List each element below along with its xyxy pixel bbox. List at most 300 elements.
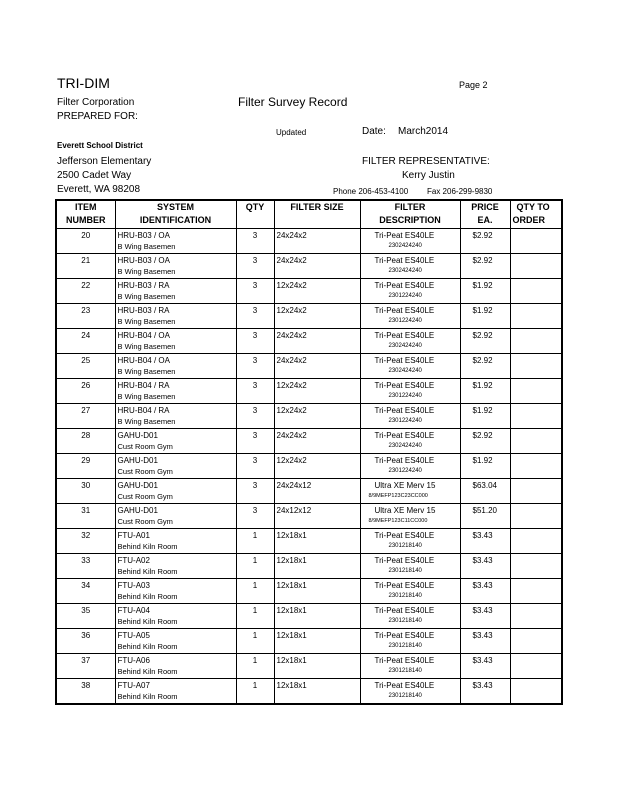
- item-number: 24: [81, 331, 91, 340]
- cell-price: [460, 454, 510, 479]
- cell-qty: [236, 529, 274, 554]
- cell-qty-to-order[interactable]: [510, 629, 562, 654]
- cell-filter-description: [360, 554, 460, 579]
- cell-qty: [236, 654, 274, 679]
- cell-qty: [236, 279, 274, 304]
- filter-part-number: 2301218140: [388, 693, 422, 699]
- system-id: FTU-A05: [117, 631, 150, 640]
- rep-phone: Phone 206-453-4100: [333, 187, 409, 196]
- page-number: Page 2: [459, 80, 488, 90]
- filter-description: Tri-Peat ES40LE: [374, 556, 435, 565]
- cell-item-number: [56, 529, 115, 554]
- cell-filter-size: [274, 629, 360, 654]
- filter-size: 24x24x2: [276, 256, 307, 265]
- table-row: [56, 504, 562, 529]
- price-each: $2.92: [472, 356, 493, 365]
- cell-filter-description: [360, 504, 460, 529]
- filter-size: 12x24x2: [276, 456, 307, 465]
- system-location: B Wing Basemen: [117, 342, 176, 351]
- cell-filter-size: [274, 454, 360, 479]
- cell-filter-size: [274, 304, 360, 329]
- item-number: 31: [81, 506, 91, 515]
- table-row: [56, 404, 562, 429]
- filter-survey-table: [55, 199, 563, 705]
- filter-description: Tri-Peat ES40LE: [374, 456, 435, 465]
- system-location: Cust Room Gym: [117, 467, 173, 476]
- system-id: FTU-A01: [117, 531, 150, 540]
- cell-qty-to-order[interactable]: [510, 454, 562, 479]
- cell-qty: [236, 579, 274, 604]
- cell-qty-to-order[interactable]: [510, 554, 562, 579]
- table-header-row: [56, 200, 562, 229]
- cell-filter-size: [274, 429, 360, 454]
- system-id: FTU-A06: [117, 656, 150, 665]
- cell-filter-size: [274, 654, 360, 679]
- table-row: [56, 654, 562, 679]
- system-location: B Wing Basemen: [117, 267, 176, 276]
- filter-description: Tri-Peat ES40LE: [374, 581, 435, 590]
- cell-price: [460, 479, 510, 504]
- cell-price: [460, 604, 510, 629]
- cell-qty: [236, 404, 274, 429]
- cell-filter-size: [274, 529, 360, 554]
- filter-size: 24x24x2: [276, 231, 307, 240]
- cell-qty: [236, 254, 274, 279]
- price-each: $3.43: [472, 581, 493, 590]
- cell-price: [460, 229, 510, 254]
- header-filter-desc-line1: FILTER: [394, 202, 426, 212]
- filter-description: Tri-Peat ES40LE: [374, 306, 435, 315]
- filter-part-number: 2302424240: [388, 243, 422, 249]
- cell-filter-size: [274, 379, 360, 404]
- system-id: FTU-A07: [117, 681, 150, 690]
- filter-size: 24x24x12: [276, 481, 312, 490]
- filter-size: 12x24x2: [276, 281, 307, 290]
- cell-system-id: [115, 229, 236, 254]
- table-row: [56, 304, 562, 329]
- cell-price: [460, 254, 510, 279]
- cell-filter-size: [274, 504, 360, 529]
- filter-part-number: 2301218140: [388, 618, 422, 624]
- qty-value: 3: [252, 506, 258, 515]
- cell-filter-description: [360, 279, 460, 304]
- cell-filter-description: [360, 229, 460, 254]
- cell-filter-description: [360, 354, 460, 379]
- customer-street: 2500 Cadet Way: [57, 170, 132, 181]
- header-price-line1: PRICE: [471, 202, 499, 212]
- cell-qty: [236, 429, 274, 454]
- customer-site: Jefferson Elementary: [57, 156, 152, 167]
- cell-filter-size: [274, 579, 360, 604]
- system-id: HRU-B03 / RA: [117, 281, 170, 290]
- price-each: $2.92: [472, 256, 493, 265]
- cell-item-number: [56, 579, 115, 604]
- header-qty-order-line1: QTY TO: [516, 202, 550, 212]
- price-each: $3.43: [472, 556, 493, 565]
- filter-size: 12x18x1: [276, 531, 307, 540]
- filter-part-number: 2301218140: [388, 668, 422, 674]
- system-id: HRU-B03 / OA: [117, 256, 170, 265]
- table-row: [56, 529, 562, 554]
- cell-item-number: [56, 279, 115, 304]
- cell-qty: [236, 229, 274, 254]
- qty-value: 3: [252, 406, 258, 415]
- cell-qty-to-order[interactable]: [510, 329, 562, 354]
- filter-description: Tri-Peat ES40LE: [374, 606, 435, 615]
- cell-qty: [236, 379, 274, 404]
- filter-description: Tri-Peat ES40LE: [374, 256, 435, 265]
- date-label: Date:: [362, 126, 386, 137]
- cell-price: [460, 629, 510, 654]
- cell-system-id: [115, 504, 236, 529]
- cell-item-number: [56, 229, 115, 254]
- cell-item-number: [56, 304, 115, 329]
- header-filter-size-label: FILTER SIZE: [290, 202, 344, 212]
- cell-system-id: [115, 354, 236, 379]
- cell-price: [460, 329, 510, 354]
- cell-filter-description: [360, 329, 460, 354]
- price-each: $1.92: [472, 281, 493, 290]
- qty-value: 3: [252, 356, 258, 365]
- cell-system-id: [115, 329, 236, 354]
- prepared-for-label: PREPARED FOR:: [57, 111, 138, 122]
- table-row: [56, 454, 562, 479]
- cell-filter-description: [360, 429, 460, 454]
- system-location: Cust Room Gym: [117, 492, 173, 501]
- price-each: $1.92: [472, 456, 493, 465]
- filter-size: 24x12x12: [276, 506, 312, 515]
- date-value: March2014: [398, 126, 449, 137]
- table-row: [56, 554, 562, 579]
- system-id: HRU-B03 / RA: [117, 306, 170, 315]
- cell-qty-to-order[interactable]: [510, 254, 562, 279]
- filter-size: 12x18x1: [276, 656, 307, 665]
- cell-qty-to-order[interactable]: [510, 379, 562, 404]
- cell-qty-to-order[interactable]: [510, 654, 562, 679]
- qty-value: 1: [252, 631, 258, 640]
- system-location: Behind Kiln Room: [117, 642, 178, 651]
- price-each: $1.92: [472, 381, 493, 390]
- cell-system-id: [115, 604, 236, 629]
- price-each: $3.43: [472, 681, 493, 690]
- filter-part-number: 8/9MEFP123C11CC000: [368, 518, 428, 524]
- filter-description: Ultra XE Merv 15: [374, 481, 436, 490]
- filter-part-number: 8/9MEFP123C23CC000: [368, 493, 428, 499]
- filter-description: Tri-Peat ES40LE: [374, 681, 435, 690]
- cell-filter-size: [274, 254, 360, 279]
- cell-price: [460, 429, 510, 454]
- item-number: 22: [81, 281, 91, 290]
- cell-qty: [236, 329, 274, 354]
- header-system-identification: [115, 200, 236, 229]
- filter-description: Tri-Peat ES40LE: [374, 431, 435, 440]
- cell-filter-size: [274, 354, 360, 379]
- filter-part-number: 2301218140: [388, 568, 422, 574]
- cell-price: [460, 654, 510, 679]
- qty-value: 3: [252, 431, 258, 440]
- cell-filter-description: [360, 404, 460, 429]
- cell-filter-size: [274, 479, 360, 504]
- filter-part-number: 2301224240: [388, 318, 422, 324]
- item-number: 26: [81, 381, 91, 390]
- header-filter-size: [274, 200, 360, 229]
- cell-price: [460, 504, 510, 529]
- cell-system-id: [115, 554, 236, 579]
- cell-filter-description: [360, 529, 460, 554]
- filter-size: 12x24x2: [276, 381, 307, 390]
- item-number: 35: [81, 606, 91, 615]
- price-each: $1.92: [472, 406, 493, 415]
- cell-filter-description: [360, 579, 460, 604]
- qty-value: 1: [252, 531, 258, 540]
- customer-city: Everett, WA 98208: [57, 184, 141, 195]
- cell-qty: [236, 604, 274, 629]
- cell-qty-to-order[interactable]: [510, 579, 562, 604]
- system-id: HRU-B04 / OA: [117, 331, 170, 340]
- system-location: Cust Room Gym: [117, 517, 173, 526]
- item-number: 28: [81, 431, 91, 440]
- filter-part-number: 2301218140: [388, 593, 422, 599]
- system-location: B Wing Basemen: [117, 292, 176, 301]
- system-location: Behind Kiln Room: [117, 617, 178, 626]
- cell-filter-description: [360, 654, 460, 679]
- cell-price: [460, 679, 510, 705]
- item-number: 38: [81, 681, 91, 690]
- cell-item-number: [56, 329, 115, 354]
- cell-item-number: [56, 554, 115, 579]
- cell-item-number: [56, 629, 115, 654]
- filter-size: 12x18x1: [276, 556, 307, 565]
- table-row: [56, 679, 562, 705]
- table-row: [56, 279, 562, 304]
- cell-system-id: [115, 379, 236, 404]
- cell-filter-description: [360, 679, 460, 705]
- cell-price: [460, 579, 510, 604]
- rep-name: Kerry Justin: [402, 170, 455, 181]
- cell-qty: [236, 454, 274, 479]
- rep-label: FILTER REPRESENTATIVE:: [362, 156, 490, 167]
- cell-qty-to-order[interactable]: [510, 679, 562, 705]
- item-number: 37: [81, 656, 91, 665]
- cell-filter-description: [360, 479, 460, 504]
- filter-size: 24x24x2: [276, 331, 307, 340]
- system-id: GAHU-D01: [117, 456, 158, 465]
- item-number: 20: [81, 231, 91, 240]
- item-number: 25: [81, 356, 91, 365]
- cell-qty-to-order[interactable]: [510, 229, 562, 254]
- system-id: GAHU-D01: [117, 506, 158, 515]
- cell-item-number: [56, 479, 115, 504]
- cell-filter-description: [360, 604, 460, 629]
- system-location: B Wing Basemen: [117, 317, 176, 326]
- header-filter-description: [360, 200, 460, 229]
- item-number: 23: [81, 306, 91, 315]
- item-number: 33: [81, 556, 91, 565]
- table-row: [56, 479, 562, 504]
- system-location: Behind Kiln Room: [117, 592, 178, 601]
- cell-item-number: [56, 404, 115, 429]
- filter-size: 12x18x1: [276, 606, 307, 615]
- cell-system-id: [115, 429, 236, 454]
- cell-filter-description: [360, 254, 460, 279]
- price-each: $2.92: [472, 231, 493, 240]
- cell-system-id: [115, 254, 236, 279]
- table-row: [56, 429, 562, 454]
- system-id: FTU-A04: [117, 606, 150, 615]
- cell-system-id: [115, 304, 236, 329]
- filter-part-number: 2302424240: [388, 443, 422, 449]
- filter-description: Tri-Peat ES40LE: [374, 406, 435, 415]
- system-location: B Wing Basemen: [117, 417, 176, 426]
- cell-item-number: [56, 379, 115, 404]
- qty-value: 1: [252, 606, 258, 615]
- system-location: B Wing Basemen: [117, 367, 176, 376]
- price-each: $2.92: [472, 331, 493, 340]
- cell-qty-to-order[interactable]: [510, 354, 562, 379]
- filter-part-number: 2302424240: [388, 268, 422, 274]
- filter-description: Tri-Peat ES40LE: [374, 656, 435, 665]
- updated-label: Updated: [276, 128, 307, 137]
- cell-item-number: [56, 429, 115, 454]
- cell-price: [460, 404, 510, 429]
- cell-qty-to-order[interactable]: [510, 529, 562, 554]
- price-each: $51.20: [472, 506, 497, 515]
- cell-filter-size: [274, 279, 360, 304]
- cell-filter-size: [274, 604, 360, 629]
- cell-price: [460, 279, 510, 304]
- system-location: B Wing Basemen: [117, 392, 176, 401]
- header-price-line2: EA.: [477, 215, 493, 225]
- qty-value: 3: [252, 481, 258, 490]
- filter-part-number: 2302424240: [388, 368, 422, 374]
- cell-price: [460, 379, 510, 404]
- table-row: [56, 329, 562, 354]
- header-system-line1: SYSTEM: [156, 202, 194, 212]
- filter-size: 12x24x2: [276, 306, 307, 315]
- item-number: 34: [81, 581, 91, 590]
- qty-value: 3: [252, 456, 258, 465]
- system-id: HRU-B04 / OA: [117, 356, 170, 365]
- header-qty: [236, 200, 274, 229]
- cell-filter-size: [274, 404, 360, 429]
- cell-filter-size: [274, 679, 360, 705]
- price-each: $3.43: [472, 606, 493, 615]
- cell-system-id: [115, 454, 236, 479]
- company-subtitle: Filter Corporation: [57, 97, 135, 108]
- qty-value: 1: [252, 556, 258, 565]
- company-name: TRI-DIM: [57, 75, 110, 91]
- filter-size: 12x18x1: [276, 581, 307, 590]
- system-location: Behind Kiln Room: [117, 542, 178, 551]
- filter-part-number: 2302424240: [388, 343, 422, 349]
- cell-system-id: [115, 404, 236, 429]
- cell-filter-description: [360, 304, 460, 329]
- price-each: $63.04: [472, 481, 497, 490]
- cell-filter-description: [360, 454, 460, 479]
- cell-item-number: [56, 604, 115, 629]
- system-id: FTU-A02: [117, 556, 150, 565]
- filter-part-number: 2301224240: [388, 293, 422, 299]
- filter-size: 24x24x2: [276, 356, 307, 365]
- item-number: 27: [81, 406, 91, 415]
- cell-qty: [236, 304, 274, 329]
- cell-qty: [236, 354, 274, 379]
- cell-price: [460, 304, 510, 329]
- table-row: [56, 629, 562, 654]
- cell-qty-to-order[interactable]: [510, 479, 562, 504]
- filter-part-number: 2301224240: [388, 418, 422, 424]
- cell-price: [460, 529, 510, 554]
- filter-description: Tri-Peat ES40LE: [374, 231, 435, 240]
- cell-system-id: [115, 629, 236, 654]
- table-row: [56, 579, 562, 604]
- price-each: $1.92: [472, 306, 493, 315]
- filter-description: Tri-Peat ES40LE: [374, 356, 435, 365]
- cell-qty-to-order[interactable]: [510, 429, 562, 454]
- cell-system-id: [115, 654, 236, 679]
- cell-item-number: [56, 679, 115, 705]
- table-row: [56, 229, 562, 254]
- header-qty-label: QTY: [245, 202, 265, 212]
- qty-value: 3: [252, 331, 258, 340]
- table-row: [56, 379, 562, 404]
- table-row: [56, 254, 562, 279]
- cell-qty-to-order[interactable]: [510, 404, 562, 429]
- table-row: [56, 604, 562, 629]
- header-filter-desc-line2: DESCRIPTION: [379, 215, 441, 225]
- cell-qty: [236, 504, 274, 529]
- header-qty-to-order: [510, 200, 562, 229]
- cell-qty-to-order[interactable]: [510, 504, 562, 529]
- filter-size: 12x24x2: [276, 406, 307, 415]
- filter-part-number: 2301224240: [388, 468, 422, 474]
- cell-filter-size: [274, 554, 360, 579]
- system-id: HRU-B04 / RA: [117, 406, 170, 415]
- cell-item-number: [56, 254, 115, 279]
- filter-description: Ultra XE Merv 15: [374, 506, 436, 515]
- system-id: HRU-B03 / OA: [117, 231, 170, 240]
- qty-value: 3: [252, 231, 258, 240]
- qty-value: 1: [252, 656, 258, 665]
- cell-item-number: [56, 654, 115, 679]
- cell-filter-size: [274, 229, 360, 254]
- cell-qty: [236, 479, 274, 504]
- document-title: Filter Survey Record: [238, 95, 348, 109]
- price-each: $2.92: [472, 431, 493, 440]
- rep-fax: Fax 206-299-9830: [427, 187, 493, 196]
- cell-system-id: [115, 279, 236, 304]
- filter-description: Tri-Peat ES40LE: [374, 331, 435, 340]
- filter-size: 12x18x1: [276, 631, 307, 640]
- cell-qty-to-order[interactable]: [510, 604, 562, 629]
- cell-price: [460, 354, 510, 379]
- cell-qty-to-order[interactable]: [510, 279, 562, 304]
- cell-filter-description: [360, 629, 460, 654]
- cell-item-number: [56, 354, 115, 379]
- price-each: $3.43: [472, 531, 493, 540]
- header-qty-order-line2: ORDER: [512, 215, 546, 225]
- table-row: [56, 354, 562, 379]
- item-number: 32: [81, 531, 91, 540]
- cell-system-id: [115, 479, 236, 504]
- price-each: $3.43: [472, 656, 493, 665]
- system-id: GAHU-D01: [117, 481, 158, 490]
- filter-part-number: 2301218140: [388, 543, 422, 549]
- cell-price: [460, 554, 510, 579]
- qty-value: 1: [252, 681, 258, 690]
- cell-qty-to-order[interactable]: [510, 304, 562, 329]
- system-location: B Wing Basemen: [117, 242, 176, 251]
